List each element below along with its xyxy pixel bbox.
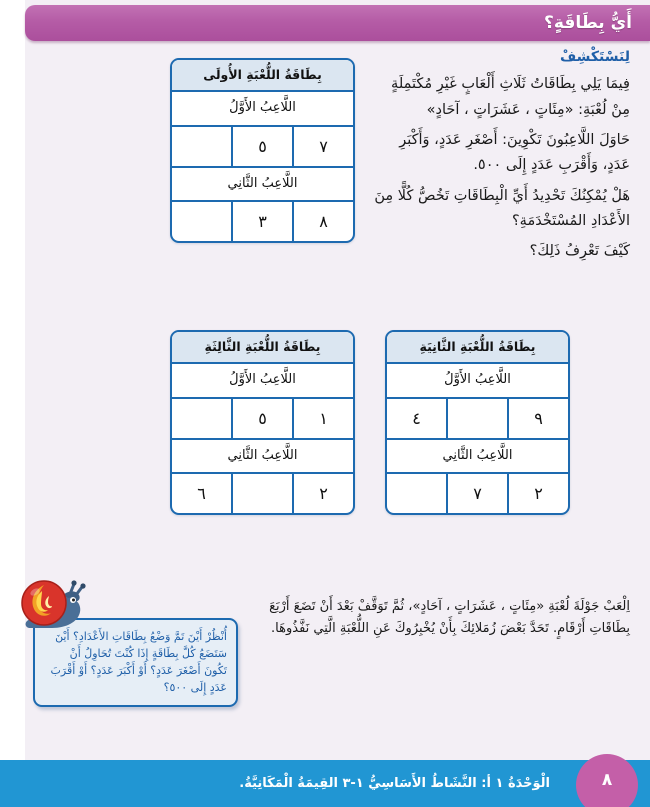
player-one-digit-row — [387, 399, 568, 440]
hint-callout-text: أُنْظُرْ أَيْنَ تَمَّ وَضْعُ بِطَاقَاتِ الأَعْدَادِ؟ أَيْنَ سَتَضَعُ كُلَّ بِطَاقَةٍ إِذَا كُنْتَ تُحَاوِلُ أَنْ تَكُونَ أَصْغَرَ عَدَدٍ؟ أَوْ أَكْبَرَ عَدَدٍ؟ أَوْ أَقْرَبَ عَدَدٍ إِلَى ٥٠٠؟ — [50, 630, 227, 695]
card-title: بِطَاقَةُ اللُّعْبَةِ الأُولَى — [172, 60, 353, 92]
player-two-digit-row — [172, 202, 353, 241]
intro-paragraph-3: هَلْ يُمْكِنُكَ تَحْدِيدُ أَيِّ الْبِطَاقَاتِ تَخُصُّ كُلًّا مِنَ الأَعْدَادِ المُسْتَخْدَمَةِ؟ — [374, 187, 630, 230]
digit-cell[interactable] — [231, 474, 292, 513]
digit-cell[interactable]: ٦ — [197, 484, 206, 504]
digit-cell[interactable]: ٢ — [507, 474, 568, 513]
page-footer-bar — [0, 760, 650, 807]
digit-cell[interactable]: ٨ — [292, 202, 353, 241]
page-header-bar — [25, 5, 650, 41]
game-card-third — [170, 330, 355, 515]
digit-cell[interactable] — [387, 474, 446, 513]
digit-cell[interactable]: ٧ — [446, 474, 507, 513]
player-one-label: اللَّاعِبُ الأَوَّلُ — [172, 92, 353, 127]
digit-cell[interactable]: ٥ — [231, 127, 292, 166]
player-one-label: اللَّاعِبُ الأَوَّلُ — [387, 364, 568, 399]
digit-cell[interactable]: ٧ — [292, 127, 353, 166]
snail-mascot-icon — [18, 578, 90, 640]
player-two-label: اللَّاعِبُ الثَّانِي — [387, 440, 568, 475]
digit-cell[interactable]: ٤ — [412, 408, 421, 428]
card-title: بِطَاقَةُ اللُّعْبَةِ الثَّانِيَةِ — [387, 332, 568, 364]
intro-text-column — [370, 48, 630, 270]
player-one-digit-row — [172, 399, 353, 440]
player-one-digit-row — [172, 127, 353, 168]
player-two-digit-row — [387, 474, 568, 513]
page-left-margin — [0, 0, 25, 760]
page-number-badge — [576, 754, 638, 807]
digit-cell[interactable]: ٣ — [231, 202, 292, 241]
card-title: بِطَاقَةُ اللُّعْبَةِ الثَّالِثَةِ — [172, 332, 353, 364]
page-number: ٨ — [601, 770, 613, 790]
intro-heading: لِنَسْتَكْشِفْ — [560, 49, 630, 65]
player-one-label: اللَّاعِبُ الأَوَّلُ — [172, 364, 353, 399]
intro-paragraph-4: كَيْفَ تَعْرِفُ ذَلِكَ؟ — [529, 243, 630, 260]
player-two-digit-row — [172, 474, 353, 513]
digit-cell[interactable] — [172, 127, 231, 166]
digit-cell[interactable]: ٩ — [507, 399, 568, 438]
player-two-label: اللَّاعِبُ الثَّانِي — [172, 168, 353, 203]
digit-cell[interactable]: ٥ — [231, 399, 292, 438]
activity-instruction-paragraph: اِلْعَبْ جَوْلَةَ لُعْبَةِ «مِئَاتٍ ، عَشَرَاتٍ ، آحَادٍ»، ثُمَّ تَوَقَّفْ بَعْدَ أَنْ تَضَعَ أَرْبَعَ بِطَاقَاتِ أَرْقَامٍ. تَحَدَّ بَعْضَ زُمَلائِكَ بِأَنْ يُخْبِرُوكَ عَنِ اللُّعْبَةِ الَّتِي نَفَّذُوهَا. — [269, 599, 630, 637]
footer-unit-label: الْوَحْدَةُ ١ أ: النَّشَاطُ الأَسَاسِيُّ ١-٣ القِيمَةُ الْمَكَانِيَّةُ. — [239, 776, 550, 791]
game-card-second — [385, 330, 570, 515]
page-title: أَيُّ بِطَاقَةٍ؟ — [544, 13, 632, 33]
game-card-first — [170, 58, 355, 243]
digit-cell[interactable]: ١ — [292, 399, 353, 438]
digit-cell[interactable] — [446, 399, 507, 438]
digit-cell[interactable]: ٢ — [292, 474, 353, 513]
player-two-label: اللَّاعِبُ الثَّانِي — [172, 440, 353, 475]
intro-paragraph-2: حَاوَلَ اللَّاعِبُونَ تَكْوِينَ: أَصْغَرِ عَدَدٍ، وَأَكْبَرِ عَدَدٍ، وَأَقْرَبِ عَدَدٍ إِلَى ٥٠٠. — [399, 131, 630, 174]
intro-paragraph-1: فِيمَا يَلِي بِطَاقَاتُ ثَلَاثِ أَلْعَابٍ غَيْرِ مُكْتَمِلَةٍ مِنْ لُعْبَةِ: «مِئَاتٍ ، عَشَرَاتٍ ، آحَادٍ» — [391, 76, 630, 118]
digit-cell[interactable] — [172, 202, 231, 241]
digit-cell[interactable] — [172, 399, 231, 438]
